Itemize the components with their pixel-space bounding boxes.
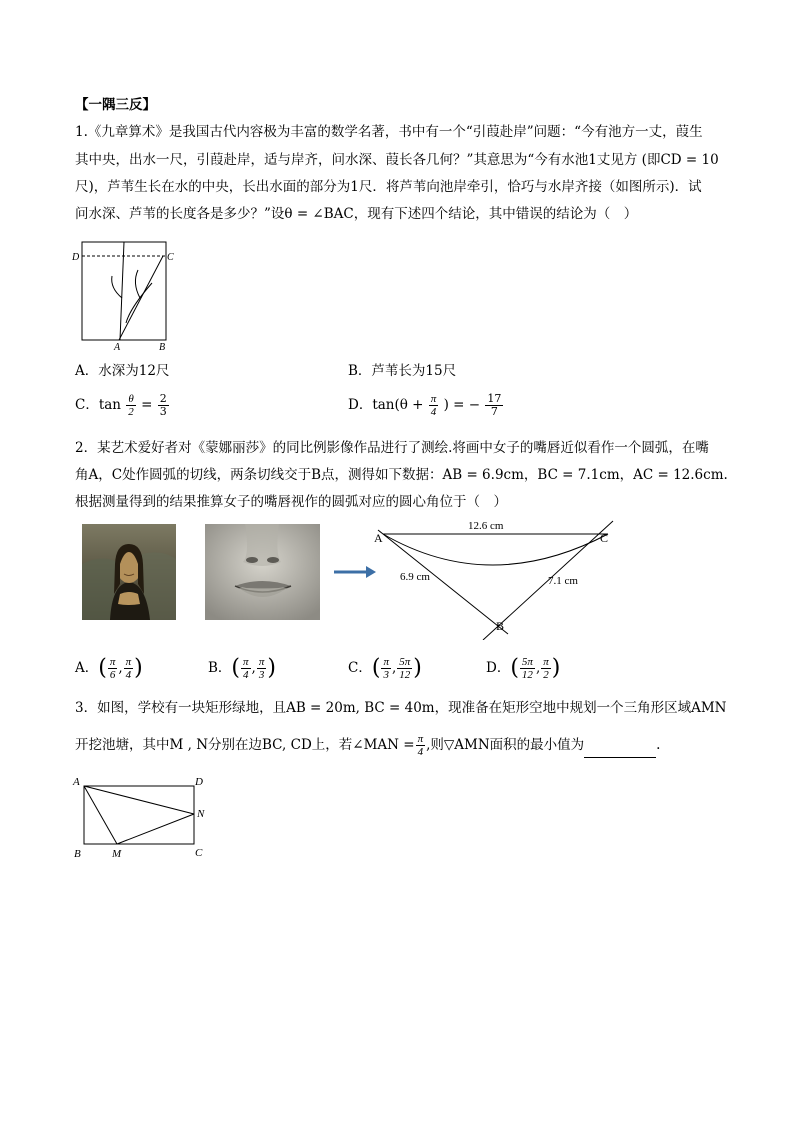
q1-line-1: 1.《九章算术》是我国古代内容极为丰富的数学名著，书中有一个“引葭赴岸”问题：“今有池方一丈，葭生 <box>75 124 703 140</box>
q1-option-c-prefix: C．tan <box>75 397 121 413</box>
q1-option-a: A．水深为12尺 <box>75 363 170 379</box>
section-title: 【一隅三反】 <box>75 97 156 113</box>
mona-lisa-image <box>82 524 176 620</box>
q3-line-2-text-a: 开挖池塘，其中M , N分别在边BC, CD上，若∠MAN = <box>75 737 415 753</box>
q3-label-b: B <box>74 848 81 860</box>
q1-line-4: 问水深、芦苇的长度各是多少？”设θ = ∠BAC，现有下述四个结论，其中错误的结论为（ ） <box>75 206 638 222</box>
q1-option-c-frac2: $\frac{2}{3}$ <box>159 392 167 418</box>
q1-option-d-prefix: D．tan(θ + <box>348 397 424 413</box>
q3-line-1: 3．如图，学校有一块矩形绿地，且AB = 20m, BC = 40m，现准备在矩形空地中规划一个三角形区域AMN <box>75 700 727 716</box>
q1-option-d <box>348 393 504 418</box>
q3-line-2 <box>75 733 660 758</box>
q1-option-d-eq: ) = − <box>443 397 481 413</box>
q1-option-b: B．芦苇长为15尺 <box>348 363 457 379</box>
q3-label-n: N <box>197 808 205 820</box>
q2-option-d: D．( $\frac{5\pi}{12}$ , $\frac{\pi}{2}$ ) <box>486 655 561 681</box>
q3-label-a: A <box>73 776 80 788</box>
q2-label-c: C <box>600 531 609 545</box>
q2-label-b: B <box>496 619 505 633</box>
q3-label-m: M <box>112 848 122 860</box>
q2-line-3: 根据测量得到的结果推算女子的嘴唇视作的圆弧对应的圆心角位于（ ） <box>75 494 507 510</box>
q2-line-2: 角A，C处作圆弧的切线，两条切线交于B点，测得如下数据：AB = 6.9cm，BC = 7.1cm，AC = 12.6cm. <box>75 467 728 483</box>
q3-line-2-frac: $\frac{\pi}{4}$ <box>417 733 424 758</box>
q1-option-c-frac1: $\frac{\theta}{2}$ <box>128 393 134 418</box>
q2-label-a: A <box>374 531 383 545</box>
q2-line-1: 2．某艺术爱好者对《蒙娜丽莎》的同比例影像作品进行了测绘.将画中女子的嘴唇近似看作一个圆弧，在嘴 <box>75 440 709 456</box>
q1-option-d-frac1: $\frac{\pi}{4}$ <box>430 393 437 418</box>
q1-option-c-eq: = <box>141 397 153 413</box>
q1-line-2: 其中央，出水一尺，引葭赴岸，适与岸齐，问水深、葭长各几何？”其意思为“今有水池1丈见方 (即CD = 10 <box>75 152 719 168</box>
q3-answer-blank[interactable] <box>584 743 656 758</box>
q3-line-2-end: . <box>656 737 661 753</box>
q3-label-d: D <box>195 776 203 788</box>
q3-rectangle-figure <box>70 772 215 862</box>
q1-label-b: B <box>159 342 166 353</box>
q1-option-d-frac2: $\frac{17}{7}$ <box>487 392 502 418</box>
q2-label-ac: 12.6 cm <box>468 520 504 532</box>
q2-option-b: B．( $\frac{\pi}{4}$ , $\frac{\pi}{3}$ ) <box>208 655 276 681</box>
q3-line-2-text-b: ,则▽AMN面积的最小值为 <box>426 737 585 753</box>
q2-label-bc: 7.1 cm <box>548 575 578 587</box>
lips-closeup-image <box>205 524 320 620</box>
q2-label-ab: 6.9 cm <box>400 571 430 583</box>
q2-option-a: A．( $\frac{\pi}{6}$ , $\frac{\pi}{4}$ ) <box>75 655 143 681</box>
q2-option-c: C．( $\frac{\pi}{3}$ , $\frac{5\pi}{12}$ ) <box>348 655 422 681</box>
q1-label-c: C <box>167 252 174 263</box>
q3-label-c: C <box>195 847 203 859</box>
q1-line-3: 尺)，芦苇生长在水的中央，长出水面的部分为1尺．将芦苇向池岸牵引，恰巧与水岸齐接（如图所示)．试 <box>75 179 702 195</box>
q1-option-c <box>75 393 170 418</box>
q2-tangent-diagram <box>368 516 618 640</box>
q1-label-a: A <box>114 342 121 353</box>
q1-pond-figure <box>70 238 180 353</box>
q1-label-d: D <box>72 252 80 263</box>
